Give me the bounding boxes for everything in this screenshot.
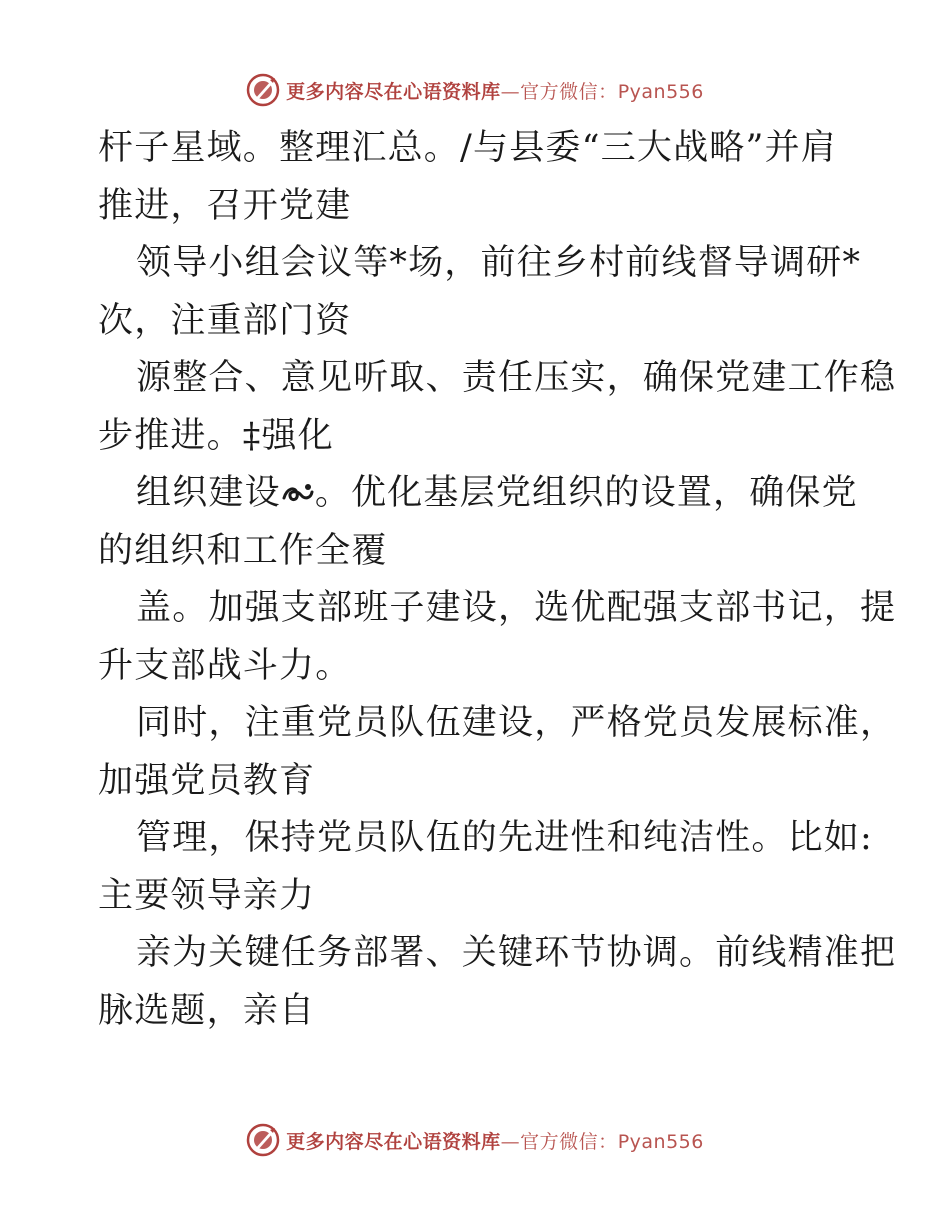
- wechat-id: Pyan556: [617, 1130, 704, 1153]
- brand-text: 更多内容尽在心语资料库: [286, 1130, 501, 1153]
- text-segment: 。优化基层党组织的设置，确保党: [314, 473, 858, 513]
- text-segment: 组织建设: [136, 473, 281, 513]
- text-line: 加强党员教育: [98, 760, 316, 801]
- wechat-id: Pyan556: [617, 80, 704, 103]
- text-line: 源整合、意见听取、责任压实，确保党建工作稳: [136, 358, 897, 398]
- separator: —: [500, 80, 521, 103]
- text-line: 同时，注重党员队伍建设，严格党员发展标准，: [136, 703, 897, 743]
- text-line: 管理，保持党员队伍的先进性和纯洁性。比如:: [136, 818, 873, 858]
- text-line: 推进，召开党建: [98, 185, 352, 226]
- quill-seal-icon: [246, 1123, 280, 1157]
- text-line: 次，注重部门资: [98, 300, 352, 341]
- text-line: 主要领导亲力: [98, 875, 316, 916]
- document-body: [98, 120, 897, 1040]
- text-line: 脉选题，亲自: [98, 990, 316, 1031]
- official-label: 官方微信：: [520, 1130, 618, 1153]
- text-line: 盖。加强支部班子建设，选优配强支部书记，提: [136, 588, 897, 628]
- text-line: 领导小组会议等*场，前往乡村前线督导调研*: [136, 243, 862, 283]
- header-banner: [0, 70, 950, 110]
- footer-banner: [0, 1120, 950, 1160]
- text-line: 步推进。‡强化: [98, 415, 334, 456]
- banner-text: [286, 1127, 704, 1154]
- official-label: 官方微信：: [520, 80, 618, 103]
- text-line: 升支部战斗力。: [98, 645, 352, 686]
- text-line: 的组织和工作全覆: [98, 530, 388, 571]
- quill-seal-icon: [246, 73, 280, 107]
- ornament-swirl-icon: [281, 478, 315, 508]
- brand-text: 更多内容尽在心语资料库: [286, 80, 501, 103]
- banner-text: [286, 77, 704, 104]
- separator: —: [500, 1130, 521, 1153]
- text-line: [98, 465, 858, 523]
- text-line: 杆子星域。整理汇总。/与县委“三大战略”并肩: [98, 128, 837, 168]
- text-line: 亲为关键任务部署、关键环节协调。前线精准把: [136, 933, 897, 973]
